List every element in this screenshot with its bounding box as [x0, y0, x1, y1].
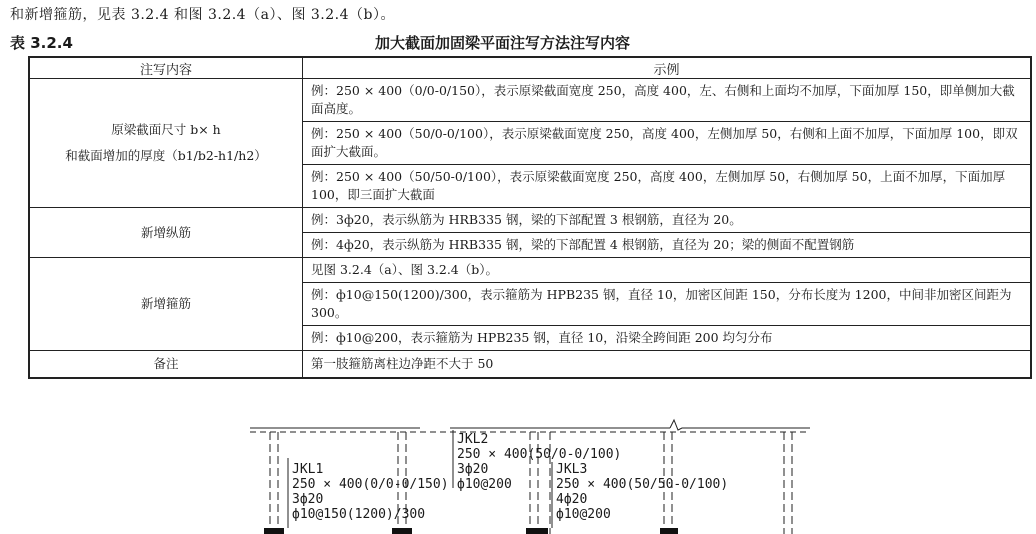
label-line: 和截面增加的厚度（b1/b2-h1/h2） [65, 148, 267, 163]
beam-rebar: 3ф20 [457, 462, 489, 477]
row-examples [303, 79, 1032, 208]
example-line: 例：4ф20，表示纵筋为 HRB335 钢，梁的下部配置 4 根钢筋，直径为 20；梁的侧面不配置钢筋 [311, 237, 855, 252]
header-example: 示例 [303, 57, 1032, 79]
beam-rebar: 3ф20 [292, 492, 324, 507]
beam-stirrup: ф10@200 [457, 477, 512, 492]
example-line: 例：3ф20，表示纵筋为 HRB335 钢，梁的下部配置 3 根钢筋，直径为 20。 [303, 208, 1030, 233]
annotation-table [28, 56, 1032, 379]
beam-size: 250 × 400(0/0-0/150) [292, 477, 449, 492]
beam-stirrup: ф10@200 [556, 507, 611, 522]
table-row [29, 258, 1031, 351]
row-examples [303, 208, 1032, 258]
table-header-row [29, 57, 1031, 79]
row-label-longitudinal [29, 208, 303, 258]
example-line: 第一肢箍筋离柱边净距不大于 50 [311, 356, 494, 371]
table-row [29, 208, 1031, 258]
example-line: 例：ф10@150(1200)/300，表示箍筋为 HPB235 钢，直径 10，加密区间距 150，分布长度为 1200，中间非加密区间距为 300。 [303, 283, 1030, 326]
beam-size: 250 × 400(50/50-0/100) [556, 477, 729, 492]
row-label-stirrup [29, 258, 303, 351]
beam-stirrup: ф10@150(1200)/300 [292, 507, 426, 522]
jkl1-annotation [292, 462, 449, 522]
label-line: 原梁截面尺寸 b× h [111, 122, 221, 137]
beam-size: 250 × 400(50/0-0/100) [457, 447, 622, 462]
table-row [29, 351, 1031, 379]
table-row [29, 79, 1031, 208]
row-label-section-size [29, 79, 303, 208]
table-number: 表 3.2.4 [10, 34, 73, 52]
table-title: 加大截面加固梁平面注写方法注写内容 [375, 34, 631, 52]
example-line: 例：250 × 400（50/50-0/100），表示原梁截面宽度 250，高度 400，左侧加厚 50，右侧加厚 50，上面不加厚，下面加厚 100，即三面扩大截面 [311, 169, 1006, 202]
beam-id: JKL3 [556, 462, 588, 477]
header-content: 注写内容 [29, 57, 303, 79]
example-line: 例：ф10@200，表示箍筋为 HPB235 钢，直径 10，沿梁全跨间距 200 均匀分布 [311, 330, 773, 345]
row-examples [303, 258, 1032, 351]
label-line: 备注 [153, 356, 179, 371]
beam-plan-drawing [250, 418, 810, 534]
table-caption [10, 32, 1030, 52]
beam-id: JKL2 [457, 432, 489, 447]
jkl3-annotation [556, 462, 728, 522]
example-line: 例：250 × 400（50/0-0/100），表示原梁截面宽度 250，高度 400，左侧加厚 50，右侧和上面不加厚，下面加厚 100，即双面扩大截面。 [303, 122, 1030, 165]
row-examples [303, 351, 1032, 379]
label-line: 新增箍筋 [140, 296, 191, 311]
label-line: 新增纵筋 [140, 224, 191, 240]
beam-rebar: 4ф20 [556, 492, 588, 507]
row-label-remark [29, 351, 303, 379]
intro-text: 和新增箍筋，见表 3.2.4 和图 3.2.4（a）、图 3.2.4（b）。 [10, 7, 395, 23]
beam-id: JKL1 [292, 462, 324, 477]
example-line: 见图 3.2.4（a）、图 3.2.4（b）。 [303, 258, 1030, 283]
example-line: 例：250 × 400（0/0-0/150），表示原梁截面宽度 250，高度 400，左、右侧和上面均不加厚，下面加厚 150，即单侧加大截面高度。 [303, 79, 1030, 122]
